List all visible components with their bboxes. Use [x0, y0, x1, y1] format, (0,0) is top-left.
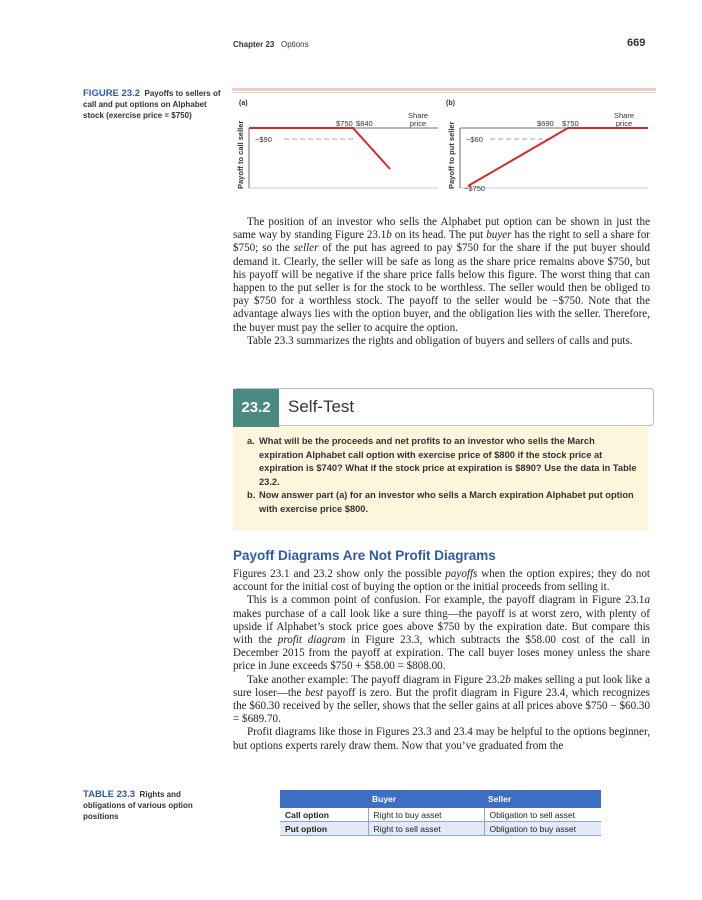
s-p3-c: makes selling a put look like a sure loser—the: [233, 673, 650, 699]
table-cell: Right to buy asset: [368, 808, 484, 822]
table-header-empty: [280, 790, 368, 808]
item-b-label: b.: [247, 490, 256, 500]
panel-b-label: (b): [446, 100, 455, 107]
s-p3-b: b: [505, 673, 511, 686]
s-p2-b: a: [644, 594, 650, 607]
panel-b-low-label: −$750: [464, 184, 486, 193]
chapter-title: Options: [281, 40, 309, 49]
s-p1-b: payoffs: [445, 568, 478, 580]
s-p2-c: makes purchase of a call look like a sure thing—the payoff is at worst zero, with plenty of upside if Alphabet’s stock price goes above $750 by the expiration date. But compare this with the: [233, 607, 650, 647]
section-heading: Payoff Diagrams Are Not Profit Diagrams: [233, 548, 496, 563]
chapter-label: Chapter 23: [233, 40, 275, 49]
p1-f: seller: [293, 242, 319, 255]
table-header-seller: Seller: [484, 790, 601, 808]
table-caption: [83, 789, 223, 822]
panel-a-label: (a): [239, 100, 248, 107]
panel-b-xlabel-price: price: [615, 119, 633, 128]
s-p2-d: profit diagram: [277, 634, 346, 647]
s-p2-a: This is a common point of confusion. For example, the payoff diagram in Figure 23.1: [247, 594, 645, 607]
table-cell: Put option: [280, 822, 368, 836]
panel-b-ylabel: Payoff to put seller: [447, 121, 456, 189]
table-row: [280, 822, 601, 836]
self-test-title: Self-Test: [288, 397, 355, 416]
table-row: [280, 808, 601, 822]
paragraph-put-example: [233, 674, 650, 727]
figure-caption-text: Payoffs to sellers of call and put options on Alphabet stock (exercise price = $750): [83, 89, 221, 120]
paragraph-payoffs: [233, 568, 650, 594]
item-b-text: Now answer part (a) for an investor who sells a March expiration Alphabet put option with exercise price $800.: [259, 490, 634, 514]
s-p3-d: best: [305, 686, 323, 699]
p1-c: on its head. The put: [391, 229, 487, 242]
p1-e: has the right to sell a share for $750; so the: [233, 229, 650, 255]
s-p2-e: in Figure 23.3, which subtracts the $58.00 cost of the call in December 2015 from the payoff at expiration. The call buyer loses money unless the share price in June exceeds $750 + $58.00 = $808.00.: [233, 634, 650, 673]
panel-a: [236, 100, 438, 189]
panel-a-xlabel-share: Share: [407, 111, 429, 120]
panel-b-tick-690: $690: [537, 119, 554, 128]
body-text-top: [233, 216, 650, 348]
figure-23-2: [228, 86, 660, 196]
s-p3-e: payoff is zero. But the profit diagram in Figure 23.4, which recognizes the $60.30 received by the seller, shows that the seller gains at all prices above $750 − $60.30 = $689.70.: [233, 686, 650, 726]
paragraph-put-seller: [233, 216, 650, 335]
panel-a-tick-750: $750: [336, 119, 353, 128]
panel-b-xlabel: [614, 111, 634, 128]
body-text-section: [233, 568, 650, 753]
panel-a-ylabel: Payoff to call seller: [236, 120, 245, 189]
options-table: [280, 790, 601, 836]
panel-a-tick-840: $840: [356, 119, 373, 128]
paragraph-table-summary: Table 23.3 summarizes the rights and obligation of buyers and sellers of calls and puts.: [247, 334, 633, 347]
s-p3-a: Take another example: The payoff diagram in Figure 23.2: [247, 673, 506, 686]
s-p1-a: Figures 23.1 and 23.2 show only the possible: [233, 568, 446, 580]
p1-g: of the put has agreed to pay $750 for the share if the put buyer should demand it. Clearly, the seller will be safe as long as the share price remains above $750, but his payoff will be negative if the share price falls below this figure. The worst thing that can happen to the put seller is for the stock to be worthless. The seller would then be obliged to pay $750 for a worthless stock. The payoff to the seller would be −$750. Note that the advantage always lies with the option buyer, and the obligation lies with the seller. Therefore, the buyer must pay the seller to acquire the option.: [233, 242, 650, 334]
panel-b-tick-750: $750: [562, 119, 579, 128]
table-cell: Right to sell asset: [368, 822, 484, 836]
panel-b: [446, 100, 648, 193]
self-test-number: 23.2: [233, 389, 279, 427]
self-test-item-b: [247, 489, 639, 516]
panel-b-level-label: −$60: [466, 135, 483, 144]
p1-d: buyer: [486, 229, 512, 242]
table-header-row: [280, 790, 601, 808]
table-caption-text: Rights and obligations of various option positions: [83, 790, 193, 821]
panel-b-payoff-line: [468, 128, 648, 186]
self-test-questions: [247, 435, 639, 516]
table-header-buyer: Buyer: [368, 790, 484, 808]
paragraph-profit-diagrams: Profit diagrams like those in Figures 23.3 and 23.4 may be helpful to the options beginner, but options experts rarely draw them. Now that you’ve graduated from the: [233, 726, 650, 752]
table-number: TABLE 23.3: [83, 789, 136, 800]
item-a-text: What will be the proceeds and net profits to an investor who sells the March expiration Alphabet call option with exercise price of $800 if the stock price at expiration is $740? What if the stock price at expiration is $890? Use the data in Table 23.2.: [259, 436, 637, 487]
table-cell: Call option: [280, 808, 368, 822]
page-number: 669: [627, 37, 646, 49]
figure-caption: [83, 88, 223, 121]
panel-a-xlabel: [408, 111, 428, 128]
self-test-item-a: [247, 435, 639, 489]
table-cell: Obligation to sell asset: [484, 808, 601, 822]
figure-number: FIGURE 23.2: [83, 88, 141, 99]
table-cell: Obligation to buy asset: [484, 822, 601, 836]
panel-a-level-label: −$90: [255, 135, 272, 144]
figure-top-rule: [232, 88, 656, 91]
panel-b-xlabel-share: Share: [613, 111, 635, 120]
item-a-label: a.: [247, 436, 255, 446]
s-p1-c: when the option expires; they do not account for the initial cost of buying the option or the initial proceeds from selling it.: [233, 568, 650, 594]
p1-b: b: [386, 229, 392, 242]
figure-top-rule-thin: [232, 92, 656, 93]
paragraph-confusion: [233, 594, 650, 673]
panel-a-xlabel-price: price: [409, 119, 427, 128]
p1-a: The position of an investor who sells the Alphabet put option can be shown in just the same way by standing Figure 23.1: [233, 216, 650, 242]
running-header: [233, 40, 309, 49]
